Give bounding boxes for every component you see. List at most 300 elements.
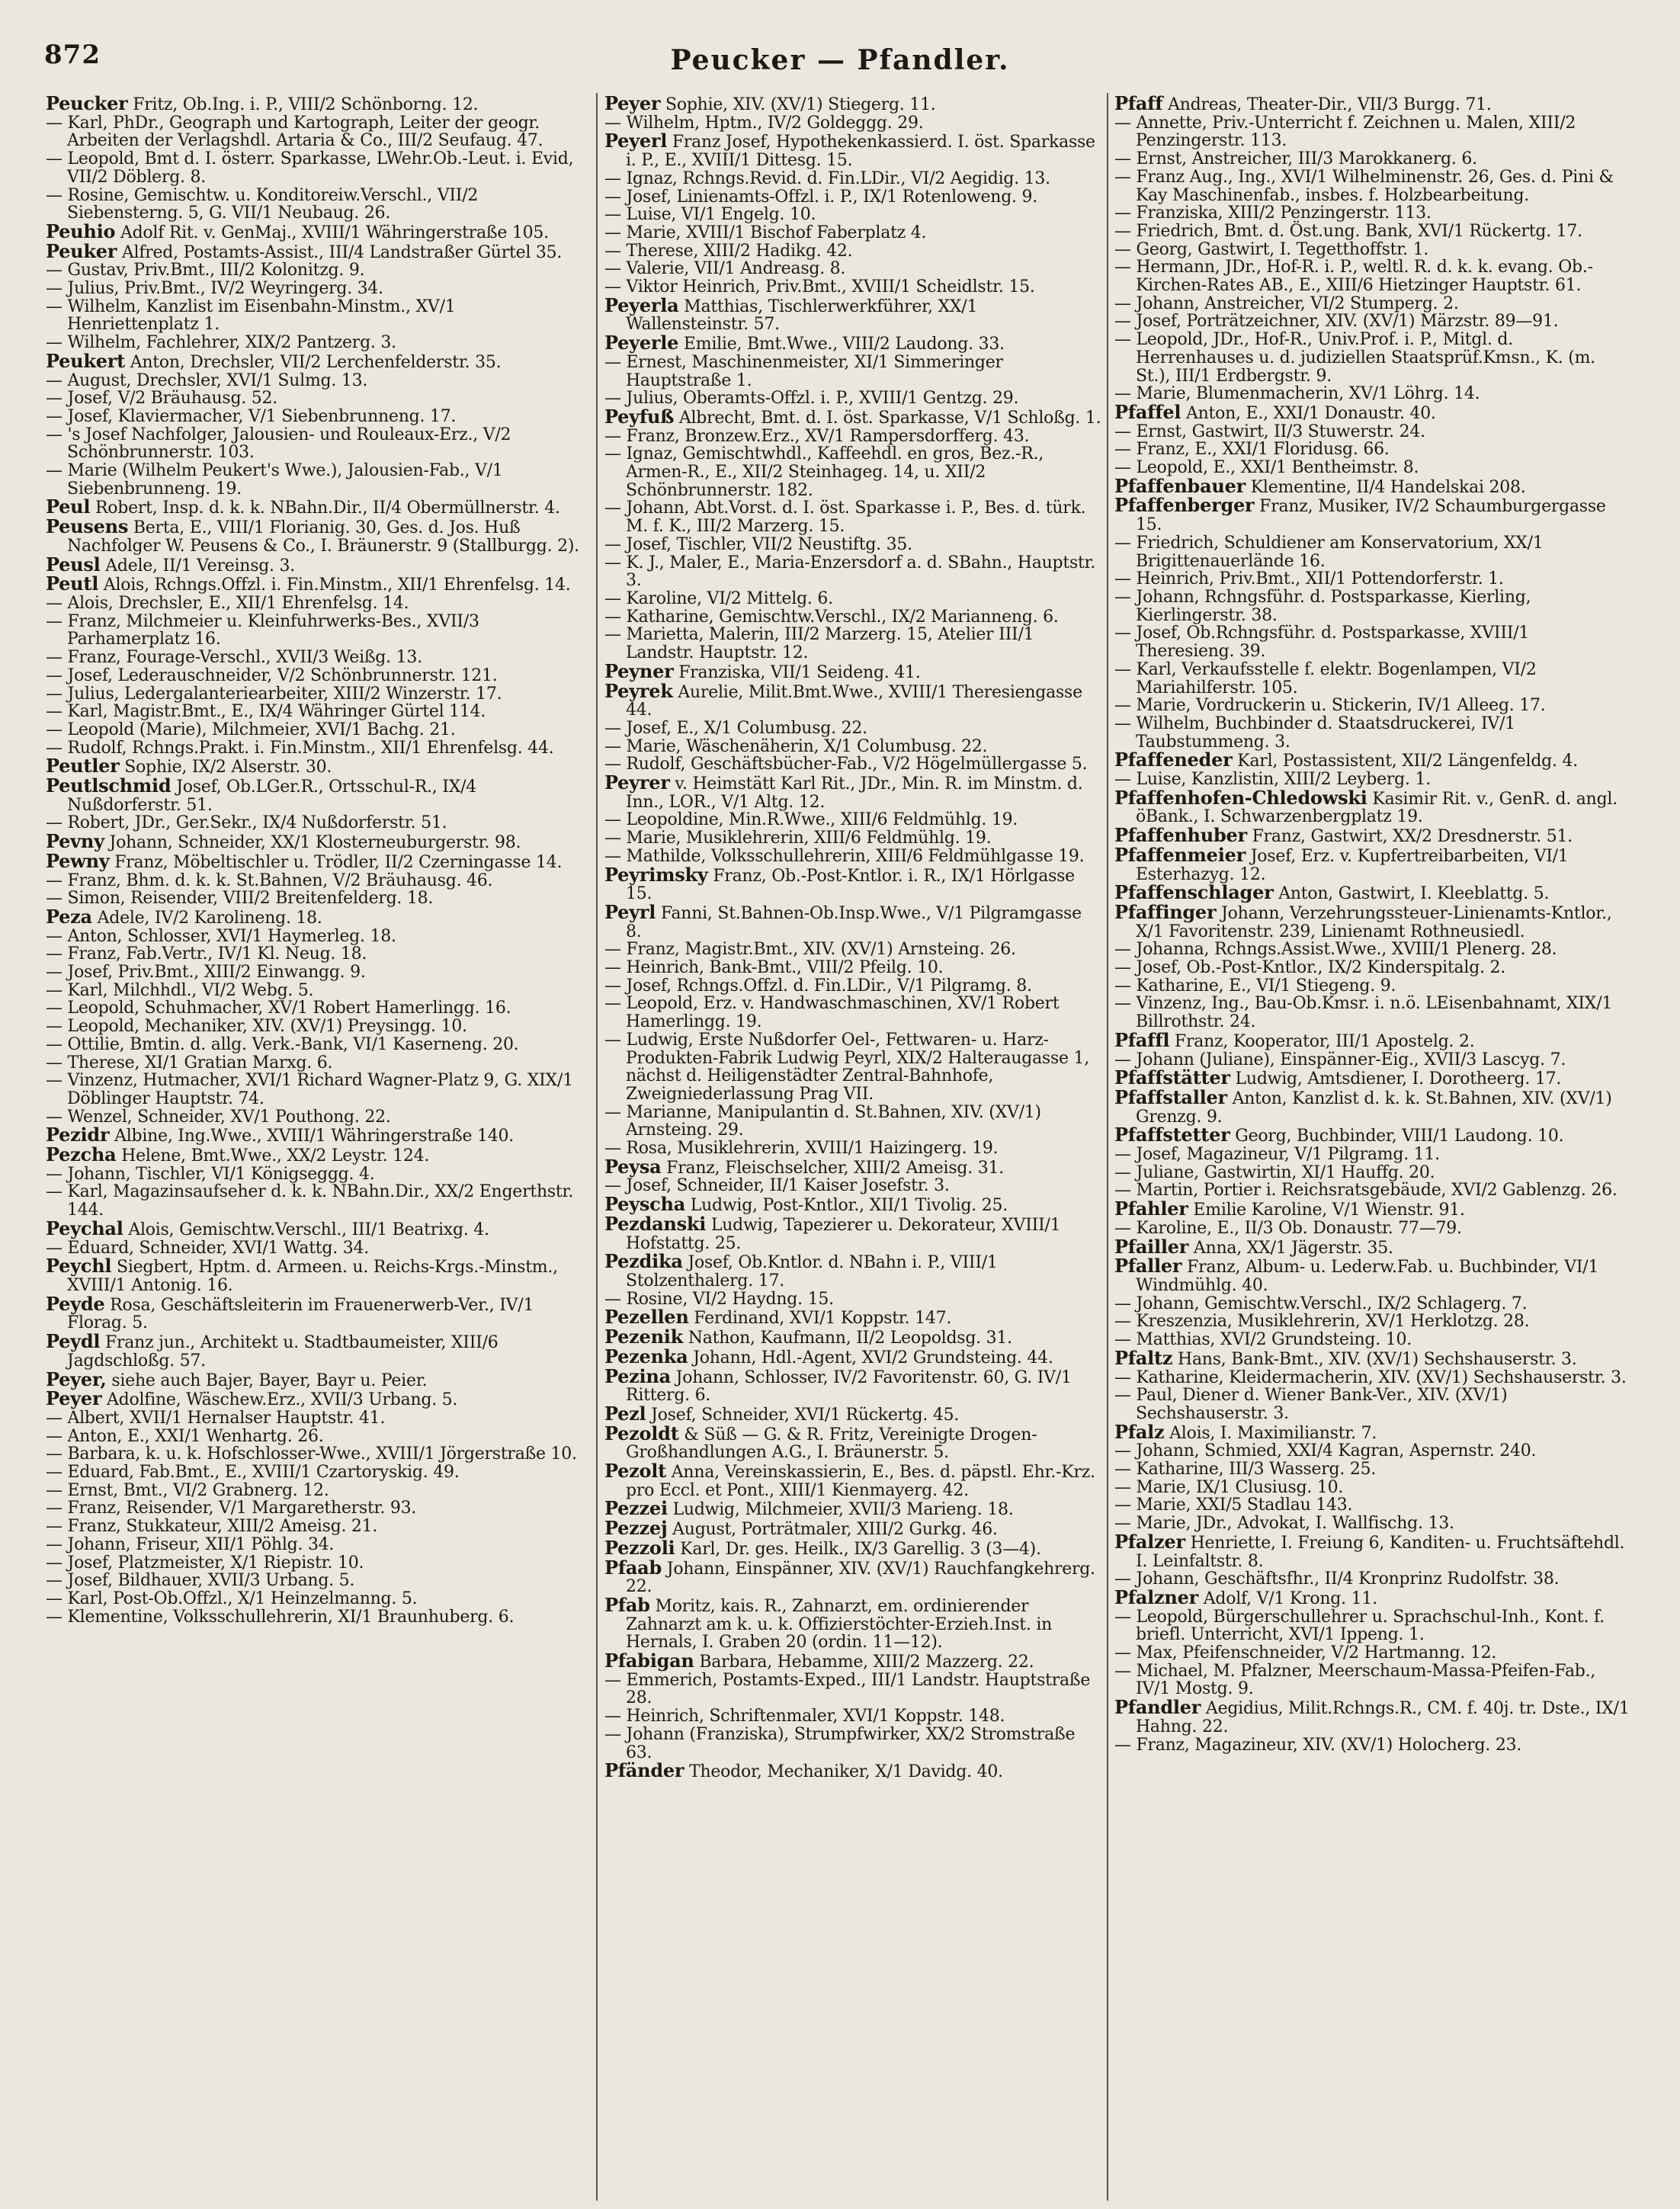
entry-details: Alfred, Postamts-Assist., III/4 Landstraßer Gürtel 35. bbox=[117, 242, 563, 262]
entry-details: Reisender, V/1 Margaretherstr. 93. bbox=[120, 1499, 417, 1518]
directory-entry bbox=[46, 1464, 591, 1482]
directory-entry bbox=[604, 608, 1101, 627]
directory-entry bbox=[1114, 1479, 1631, 1497]
directory-entry bbox=[1114, 751, 1631, 771]
directory-entry bbox=[604, 278, 1101, 297]
directory-entry bbox=[46, 1165, 591, 1184]
entry-details: Johann, Einspänner, XIV. (XV/1) Rauchfangkehrerg. 22. bbox=[626, 1559, 1095, 1597]
directory-entry bbox=[1114, 1662, 1631, 1698]
directory-entry bbox=[604, 1536, 1101, 1559]
directory-entry bbox=[604, 206, 1101, 224]
entry-details: Anton, Gastwirt, I. Kleeblattg. 5. bbox=[1273, 884, 1550, 904]
directory-entry bbox=[1114, 843, 1631, 884]
entry-name: Pfaffl bbox=[1114, 1028, 1170, 1051]
entry-name: — Rudolf, bbox=[604, 755, 686, 774]
directory-entry bbox=[604, 334, 1101, 354]
entry-details: JDr., Hof-R., Univ.Prof. i. P., Mitgl. d. Herrenhauses u. d. judiziellen Staatsprüf.Kmsn., K. (m. St.), III/1 Erdbergstr. 9. bbox=[1136, 330, 1595, 386]
entry-details: Klementine, II/4 Handelskai 208. bbox=[1245, 477, 1526, 497]
entry-name: — Franz, bbox=[46, 1517, 121, 1537]
entry-details: Ludwig, Amtsdiener, I. Dorotheerg. 17. bbox=[1230, 1069, 1562, 1089]
entry-name: Peyerle bbox=[604, 332, 679, 354]
directory-entry bbox=[1114, 1197, 1631, 1220]
directory-entry bbox=[46, 261, 591, 280]
entry-name: Peyner bbox=[604, 659, 674, 682]
directory-entry bbox=[604, 1707, 1101, 1726]
directory-entry bbox=[46, 739, 591, 758]
directory-entry bbox=[46, 1239, 591, 1258]
entry-details: Gastwirt, II/3 Stuwerstr. 24. bbox=[1186, 422, 1425, 441]
directory-entry bbox=[604, 1726, 1101, 1762]
entry-name: Pfaffinger bbox=[1114, 900, 1217, 923]
entry-name: Peyrimsky bbox=[604, 863, 708, 886]
directory-entry bbox=[46, 1499, 591, 1518]
entry-name: Pezolt bbox=[604, 1460, 667, 1483]
entry-name: — Therese, bbox=[46, 1053, 140, 1072]
entry-details: Schuhmacher, XV/1 Robert Hamerlingg. 16. bbox=[139, 999, 511, 1018]
entry-name: Peychl bbox=[46, 1255, 112, 1278]
entry-details: Anstreicher, III/3 Marokkanerg. 6. bbox=[1186, 149, 1477, 169]
directory-entry bbox=[604, 1422, 1101, 1463]
entry-name: Pezdanski bbox=[604, 1212, 707, 1235]
entry-name: Pezzoli bbox=[604, 1536, 675, 1559]
directory-entry bbox=[1114, 995, 1631, 1031]
entry-details: JDr., Hof-R. i. P., weltl. R. d. k. k. evang. Ob.-Kirchen-Rates AB., E., XIII/6 Hietzinger Hauptstr. 61. bbox=[1136, 258, 1593, 296]
entry-details: Josef, Erz. v. Kupfertreibarbeiten, VI/1 Esterhazyg. 12. bbox=[1136, 846, 1569, 884]
entry-name: Pfalzer bbox=[1114, 1530, 1185, 1553]
entry-details: Ing., XVI/1 Wilhelminenstr. 26, Ges. d. Pini & Kay Maschinenfab., insbes. f. Holzbearbeitung. bbox=[1136, 167, 1614, 205]
entry-name: Pevny bbox=[46, 830, 104, 853]
entry-details: Kanzlistin, XIII/2 Leyberg. 1. bbox=[1186, 770, 1431, 790]
entry-name: — Juliane, bbox=[1114, 1162, 1199, 1182]
directory-entry bbox=[1114, 441, 1631, 459]
entry-details: Adolf Rit. v. GenMaj., XVIII/1 Währingerstraße 105. bbox=[115, 223, 549, 242]
entry-details: Milchhdl., VI/2 Webg. 5. bbox=[107, 980, 314, 1000]
entry-name: — Anton, bbox=[46, 1426, 123, 1446]
directory-entry bbox=[46, 1482, 591, 1500]
column-rule bbox=[1107, 93, 1108, 2201]
entry-details: Fachlehrer, XIX/2 Pantzerg. 3. bbox=[140, 333, 396, 353]
entry-details: Blumenmacherin, XV/1 Löhrg. 14. bbox=[1191, 384, 1480, 404]
entry-details: Aegidius, Milit.Rchngs.R., CM. f. 40j. tr. Dste., IX/1 Hahng. 22. bbox=[1136, 1699, 1630, 1736]
directory-entry bbox=[46, 150, 591, 186]
directory-entry bbox=[46, 408, 591, 426]
entry-details: III/3 Wasserg. 25. bbox=[1223, 1460, 1377, 1480]
entry-details: Fourage-Verschl., XVII/3 Weißg. 13. bbox=[120, 648, 422, 668]
entry-details: Ludwig, Tapezierer u. Dekorateur, XVIII/1 Hofstattg. 25. bbox=[626, 1215, 1061, 1253]
entry-name: — Annette, bbox=[1114, 113, 1207, 133]
entry-name: — Emmerich, bbox=[604, 1670, 718, 1690]
directory-entry bbox=[46, 239, 591, 262]
directory-entry bbox=[46, 999, 591, 1018]
entry-details: Pfeifenschneider, V/2 Hartmanng. 12. bbox=[1177, 1643, 1497, 1663]
entry-details: Bhm. d. k. k. St.Bahnen, V/2 Bräuhausg. 46. bbox=[120, 870, 493, 890]
directory-entry bbox=[46, 553, 591, 575]
directory-entry bbox=[1114, 697, 1631, 715]
directory-entry bbox=[46, 1409, 591, 1428]
entry-name: — Johann, bbox=[1114, 1569, 1200, 1589]
entry-details: Franz jun., Architekt u. Stadtbaumeister, XIII/6 Jagdschloßg. 57. bbox=[67, 1333, 499, 1371]
entry-details: Magistr.Bmt., E., IX/4 Währinger Gürtel 114. bbox=[107, 702, 486, 722]
entry-details: VI/2 Mittelg. 6. bbox=[701, 588, 833, 608]
entry-name: — Wilhelm, bbox=[46, 297, 141, 316]
entry-details: Geschäftsbücher-Fab., V/2 Högelmüllergasse 5. bbox=[685, 755, 1088, 774]
entry-name: Peza bbox=[46, 905, 92, 928]
entry-details: Georg, Buchbinder, VIII/1 Laudong. 10. bbox=[1230, 1127, 1564, 1146]
entry-name: Pezzei bbox=[604, 1497, 668, 1520]
entry-name: — Marie, bbox=[604, 736, 681, 756]
entry-details: Priv.Bmt., IV/2 Weyringerg. 34. bbox=[119, 279, 383, 299]
entry-name: — Eduard, bbox=[46, 1238, 134, 1258]
entry-name: — Ernst, bbox=[1114, 422, 1187, 441]
entry-details: Priv.Bmt., III/2 Kolonitzg. 9. bbox=[128, 261, 365, 281]
entry-details: Sophie, XIV. (XV/1) Stiegerg. 11. bbox=[660, 95, 936, 114]
directory-entry bbox=[46, 1292, 591, 1333]
entry-name: — Johann, bbox=[1114, 293, 1200, 313]
directory-entry bbox=[46, 928, 591, 946]
entry-name: — Friedrich, bbox=[1114, 533, 1219, 553]
directory-entry bbox=[46, 905, 591, 928]
entry-name: — Josef, bbox=[1114, 1145, 1181, 1165]
directory-entry bbox=[46, 832, 591, 852]
directory-entry bbox=[1114, 1346, 1631, 1369]
directory-entry bbox=[46, 1126, 591, 1146]
entry-name: Pfaffstaller bbox=[1114, 1085, 1227, 1108]
directory-entry bbox=[1114, 258, 1631, 294]
directory-entry bbox=[46, 703, 591, 721]
entry-name: — Katharine, bbox=[1114, 1460, 1224, 1480]
directory-entry bbox=[1114, 661, 1631, 697]
entry-details: Rosa, Geschäftsleiterin im Frauenerwerb-Ver., IV/1 Florag. 5. bbox=[67, 1295, 534, 1333]
entry-name: — Julius, bbox=[46, 684, 120, 704]
entry-details: Gastwirt, I. Tegetthoffstr. 1. bbox=[1192, 239, 1429, 259]
directory-entry bbox=[604, 293, 1101, 335]
entry-details: E., VI/1 Stiegeng. 9. bbox=[1223, 976, 1396, 995]
entry-details: Fab.Bmt., E., XVIII/1 Czartoryskig. 49. bbox=[133, 1463, 460, 1483]
entry-details: Robert, Insp. d. k. k. NBahn.Dir., II/4 Obermüllnerstr. 4. bbox=[90, 499, 560, 518]
entry-name: Pfahler bbox=[1114, 1197, 1188, 1220]
directory-entry bbox=[46, 349, 591, 372]
entry-details: VI/1 Engelg. 10. bbox=[676, 205, 816, 225]
entry-name: Pezenka bbox=[604, 1345, 688, 1367]
entry-name: Peyerl bbox=[604, 130, 668, 152]
entry-name: — Paul, bbox=[1114, 1386, 1178, 1406]
directory-entry bbox=[1114, 313, 1631, 331]
entry-details: (Juliane), Einspänner-Eig., XVII/3 Lascyg. 7. bbox=[1194, 1050, 1566, 1069]
entry-name: — Josef, bbox=[1114, 624, 1181, 643]
entry-name: Peyrl bbox=[604, 900, 656, 923]
directory-entry bbox=[46, 963, 591, 982]
entry-name: Peyfuß bbox=[604, 405, 675, 428]
directory-entry bbox=[46, 1445, 591, 1464]
directory-entry bbox=[46, 462, 591, 498]
entry-details: Diener d. Wiener Bank-Ver., XIV. (XV/1) Sechshauserstr. 3. bbox=[1136, 1386, 1508, 1423]
entry-details: Nachfolger, Jalousien- und Rouleaux-Erz., V/2 Schönbrunnerstr. 103. bbox=[67, 425, 511, 463]
entry-details: E., X/1 Columbusg. 22. bbox=[671, 718, 867, 738]
directory-entry bbox=[604, 977, 1101, 995]
entry-details: Franz, Fleischselcher, XIII/2 Ameisg. 31. bbox=[661, 1158, 1004, 1178]
entry-details: Gemischtwhdl., Kaffeehdl. en gros, Bez.-R., Armen-R., E., XII/2 Steinhageg. 14, u. XII/2 Schönbrunnerstr. 182. bbox=[626, 444, 1044, 500]
entry-details: Rchngsführ. d. Postsparkasse, Kierling, Kierlingerstr. 38. bbox=[1136, 587, 1531, 625]
entry-name: Peydl bbox=[46, 1330, 101, 1353]
entry-name: — Julius, bbox=[46, 279, 120, 299]
column-rule bbox=[596, 93, 598, 2201]
entry-name: — Valerie, bbox=[604, 259, 690, 279]
directory-entry bbox=[604, 1364, 1101, 1406]
entry-details: E., II/3 Ob. Donaustr. 77—79. bbox=[1211, 1218, 1462, 1238]
directory-entry bbox=[1114, 295, 1631, 313]
entry-name: — Josef, bbox=[46, 963, 113, 983]
entry-details: Anton, Kanzlist d. k. k. St.Bahnen, XIV. (XV/1) Grenzg. 9. bbox=[1136, 1088, 1612, 1127]
directory-entry bbox=[604, 499, 1101, 535]
entry-name: — Karoline, bbox=[1114, 1218, 1212, 1238]
entry-details: Kasimir Rit. v., GenR. d. angl. öBank., I. Schwarzenbergplatz 19. bbox=[1136, 789, 1617, 827]
directory-entry bbox=[1114, 385, 1631, 403]
directory-entry bbox=[1114, 624, 1631, 660]
directory-entry bbox=[1114, 1608, 1631, 1644]
entry-name: Pezcha bbox=[46, 1143, 117, 1166]
entry-details: Magazineur, V/1 Pilgramg. 11. bbox=[1181, 1145, 1440, 1165]
directory-entry bbox=[46, 1367, 591, 1390]
entry-name: Pfaltz bbox=[1114, 1346, 1173, 1369]
entry-details: Berta, E., VIII/1 Florianig. 30, Ges. d. Jos. Huß Nachfolger W. Peusens & Co., I. Bräunerstr. 9 (Stallburgg. 2). bbox=[67, 518, 579, 556]
entry-name: Peyer bbox=[46, 1387, 102, 1410]
directory-entry bbox=[46, 721, 591, 739]
entry-name: — Franz, bbox=[46, 944, 121, 964]
entry-details: Franz, Musiker, IV/2 Schaumburgergasse 15. bbox=[1136, 497, 1606, 535]
directory-entry bbox=[1114, 1295, 1631, 1313]
entry-name: — Wilhelm, bbox=[46, 333, 141, 353]
entry-details: Bmt d. I. österr. Sparkasse, LWehr.Ob.-Leut. i. Evid, VII/2 Döblerg. 8. bbox=[67, 149, 574, 187]
entry-name: Peul bbox=[46, 495, 91, 518]
directory-entry bbox=[1114, 1126, 1631, 1146]
directory-entry bbox=[46, 1590, 591, 1608]
entry-details: Anton, Drechsler, VII/2 Lerchenfelderstr. 35. bbox=[125, 352, 502, 372]
entry-details: Erste Nußdorfer Oel-, Fettwaren- u. Harz-Produkten-Fabrik Ludwig Peyrl, XIX/2 Halteraugasse 1, nächst d. Heiligenstädter Zentral-Bahnhofe, Zweigniederlassung Prag VII. bbox=[626, 1030, 1090, 1104]
entry-details: Gemischtw.Verschl., IX/2 Schlagerg. 7. bbox=[1199, 1294, 1528, 1313]
entry-details: Franziska, VII/1 Seideng. 41. bbox=[673, 662, 921, 682]
entry-details: Reisender, VIII/2 Breitenfelderg. 18. bbox=[125, 889, 434, 909]
entry-name: — Franz, bbox=[46, 648, 121, 668]
entry-name: Peyscha bbox=[604, 1193, 685, 1216]
entry-name: — Josef, bbox=[46, 665, 113, 685]
entry-details: Adele, II/1 Vereinsg. 3. bbox=[100, 556, 296, 575]
directory-entry bbox=[1114, 1420, 1631, 1443]
entry-details: Franz, Gastwirt, XX/2 Dresdnerstr. 51. bbox=[1246, 827, 1573, 847]
entry-name: — Karl, bbox=[46, 1182, 108, 1202]
entry-name: — Julius, bbox=[604, 389, 678, 409]
entry-details: Musiklehrerin, XVIII/1 Haizingerg. 19. bbox=[672, 1139, 999, 1159]
entry-name: — Josef, bbox=[46, 406, 113, 426]
entry-details: Franz, Kooperator, III/1 Apostelg. 2. bbox=[1169, 1031, 1475, 1051]
entry-name: Pfaffenbauer bbox=[1114, 474, 1246, 497]
entry-name: — Karoline, bbox=[604, 588, 702, 608]
directory-entry bbox=[1114, 534, 1631, 570]
directory-entry bbox=[1114, 95, 1631, 114]
directory-entry bbox=[46, 426, 591, 462]
entry-name: — Mathilde, bbox=[604, 846, 707, 866]
directory-entry bbox=[1114, 1235, 1631, 1258]
directory-entry bbox=[46, 667, 591, 685]
entry-name: — Kreszenzia, bbox=[1114, 1312, 1233, 1332]
entry-name: Pezdika bbox=[604, 1250, 683, 1273]
entry-details: Johann, Hdl.-Agent, XVI/2 Grundsteing. 44. bbox=[688, 1348, 1053, 1367]
entry-name: — Marie, bbox=[1114, 696, 1191, 716]
running-head: Peucker — Pfandler. bbox=[670, 44, 1010, 76]
directory-entry bbox=[604, 995, 1101, 1031]
directory-entry bbox=[1114, 1313, 1631, 1331]
directory-entry bbox=[1114, 168, 1631, 204]
directory-entry bbox=[46, 1018, 591, 1036]
entry-name: — Friedrich, bbox=[1114, 221, 1219, 241]
directory-entry bbox=[1114, 1460, 1631, 1479]
entry-name: — K. J., bbox=[604, 553, 665, 572]
directory-entry bbox=[604, 445, 1101, 499]
entry-name: Peyrer bbox=[604, 771, 670, 794]
directory-entry bbox=[604, 1104, 1101, 1140]
entry-name: — Franz, bbox=[604, 426, 680, 446]
entry-details: Klaviermacher, V/1 Siebenbrunneng. 17. bbox=[112, 406, 457, 426]
directory-entry bbox=[46, 572, 591, 595]
directory-entry bbox=[46, 1518, 591, 1536]
entry-details: V/2 Bräuhausg. 52. bbox=[112, 389, 278, 409]
entry-name: Peuhio bbox=[46, 220, 116, 242]
entry-details: XIII/2 Penzingerstr. 113. bbox=[1223, 204, 1432, 223]
directory-entry bbox=[604, 1252, 1101, 1290]
entry-details: Oberamts-Offzl. i. P., XVIII/1 Gentzg. 29. bbox=[678, 389, 1019, 409]
entry-name: Peukert bbox=[46, 349, 125, 372]
entry-name: — Leopold, bbox=[604, 994, 698, 1014]
entry-details: Anstreicher, VI/2 Stumperg. 2. bbox=[1199, 293, 1459, 313]
entry-details: Schneider, II/1 Kaiser Josefstr. 3. bbox=[671, 1176, 950, 1196]
entry-details: E., XXI/1 Bentheimstr. 8. bbox=[1207, 458, 1419, 478]
entry-details: Schuldiener am Konservatorium, XX/1 Brigittenauerlände 16. bbox=[1136, 533, 1544, 571]
entry-name: — Josef, bbox=[604, 976, 672, 995]
entry-name: — Leopoldine, bbox=[604, 810, 724, 830]
entry-name: — Josef, bbox=[1114, 312, 1181, 332]
entry-name: — Josef, bbox=[46, 1553, 113, 1573]
entry-name: Pewny bbox=[46, 849, 110, 872]
directory-entry bbox=[1114, 900, 1631, 941]
entry-details: Karl, Dr. ges. Heilk., IX/3 Garellig. 3 (3—4). bbox=[675, 1539, 1041, 1559]
entry-details: Johann, Schneider, XX/1 Klosterneuburgerstr. 98. bbox=[104, 833, 521, 853]
entry-name: — Marietta, bbox=[604, 625, 704, 645]
directory-entry bbox=[1114, 977, 1631, 995]
entry-details: Schneider, XV/1 Pouthong. 22. bbox=[132, 1107, 391, 1127]
entry-details: Volksschullehrerin, XIII/6 Feldmühlgasse 19. bbox=[706, 846, 1085, 866]
directory-entry bbox=[604, 755, 1101, 774]
entry-details: Theodor, Mechaniker, X/1 Davidg. 40. bbox=[684, 1762, 1003, 1782]
entry-details: Wäschenäherin, X/1 Columbusg. 22. bbox=[681, 736, 988, 756]
entry-name: — Franziska, bbox=[1114, 204, 1223, 223]
entry-details: Anton, E., XXI/1 Donaustr. 40. bbox=[1181, 403, 1436, 423]
entry-details: Malerin, III/2 Marzerg. 15, Atelier III/1 Landstr. Hauptstr. 12. bbox=[626, 625, 1034, 663]
directory-entry bbox=[604, 536, 1101, 554]
entry-name: — Simon, bbox=[46, 889, 126, 909]
directory-entry bbox=[604, 1593, 1101, 1653]
entry-name: — Vinzenz, bbox=[1114, 994, 1207, 1014]
directory-entry bbox=[604, 260, 1101, 278]
entry-name: Pezzej bbox=[604, 1517, 668, 1540]
directory-entry bbox=[1114, 588, 1631, 624]
entry-details: Ing., Bau-Ob.Kmsr. i. n.ö. LEisenbahnamt, XIX/1 Billrothstr. 24. bbox=[1136, 994, 1613, 1032]
directory-entry bbox=[1114, 959, 1631, 977]
directory-entry bbox=[604, 659, 1101, 682]
entry-details: Schneider, XVI/1 Wattg. 34. bbox=[133, 1238, 369, 1258]
entry-details: Post-Ob.Offzl., X/1 Heinzelmanng. 5. bbox=[107, 1589, 418, 1608]
directory-entry bbox=[604, 1140, 1101, 1158]
entry-name: — Marie, bbox=[604, 223, 681, 242]
entry-details: Maschinenmeister, XI/1 Simmeringer Hauptstraße 1. bbox=[626, 352, 1003, 390]
entry-details: Magistr.Bmt., XIV. (XV/1) Arnsteing. 26. bbox=[679, 940, 1016, 960]
entry-details: Heinrich, Priv.Bmt., XVIII/1 Scheidlstr. 15. bbox=[677, 277, 1035, 297]
directory-entry bbox=[1114, 1369, 1631, 1387]
entry-name: Pfaab bbox=[604, 1556, 662, 1579]
entry-name: Pfaffstetter bbox=[1114, 1124, 1230, 1146]
directory-entry bbox=[46, 298, 591, 334]
entry-name: — Johann, bbox=[604, 499, 690, 518]
entry-name: — Franz, bbox=[1114, 440, 1190, 460]
entry-details: Josef, Ob.LGer.R., Ortsschul-R., IX/4 Nußdorferstr. 51. bbox=[67, 777, 477, 815]
directory-entry bbox=[1114, 204, 1631, 223]
entry-name: Peyer bbox=[604, 95, 661, 114]
entry-name: — Karl, bbox=[1114, 659, 1177, 679]
entry-name: — Leopold, bbox=[1114, 458, 1208, 478]
entry-name: — Ignaz, bbox=[604, 168, 678, 188]
entry-details: Sophie, IX/2 Alserstr. 30. bbox=[119, 758, 332, 777]
directory-entry bbox=[46, 390, 591, 408]
entry-details: Min.R.Wwe., XIII/6 Feldmühlg. 19. bbox=[723, 810, 1018, 830]
entry-name: Peutlschmid bbox=[46, 774, 172, 797]
entry-details: (Franziska), Strumpfwirker, XX/2 Stromstraße 63. bbox=[626, 1724, 1076, 1762]
entry-name: — Georg, bbox=[1114, 239, 1193, 259]
entry-details: Fanni, St.Bahnen-Ob.Insp.Wwe., V/1 Pilgramgasse 8. bbox=[626, 903, 1082, 941]
entry-name: — Johann, bbox=[1114, 587, 1200, 607]
directory-entry bbox=[46, 945, 591, 963]
entry-name: Pfaffenschlager bbox=[1114, 881, 1274, 904]
entry-details: Schmied, XXI/4 Kagran, Aspernstr. 240. bbox=[1199, 1441, 1537, 1461]
entry-name: — Ignaz, bbox=[604, 444, 678, 464]
entry-name: — Karl, bbox=[46, 1589, 108, 1608]
entry-details: Franz, Möbeltischler u. Trödler, II/2 Czerningasse 14. bbox=[109, 852, 563, 872]
entry-name: — Rosine, bbox=[46, 185, 130, 205]
entry-details: Moritz, kais. R., Zahnarzt, em. ordinierender Zahnarzt am k. u. k. Offizierstöchter-Erzieh.Inst. in Hernals, I. Graben 20 (ordin. 11—12). bbox=[626, 1596, 1053, 1653]
directory-entry bbox=[604, 1212, 1101, 1253]
entry-details: Priv.Bmt., XIII/2 Einwangg. 9. bbox=[112, 963, 366, 983]
entry-details: Stukkateur, XIII/2 Ameisg. 21. bbox=[120, 1517, 378, 1537]
entry-name: — Marie, bbox=[1114, 1514, 1191, 1534]
entry-details: Postamts-Exped., III/1 Landstr. Hauptstraße 28. bbox=[626, 1670, 1091, 1708]
directory-entry bbox=[1114, 715, 1631, 751]
entry-name: — Franz, bbox=[46, 611, 121, 631]
entry-name: — Marie bbox=[46, 461, 117, 481]
entry-details: Henriette, I. Freiung 6, Kanditen- u. Fruchtsäftehdl. I. Leinfaltstr. 8. bbox=[1136, 1533, 1625, 1571]
entry-name: — Johann, bbox=[46, 1534, 131, 1554]
entry-details: JDr., Advokat, I. Wallfischg. 13. bbox=[1191, 1514, 1454, 1534]
directory-entry bbox=[1114, 1028, 1631, 1051]
entry-details: VII/1 Andreasg. 8. bbox=[689, 259, 846, 279]
directory-entry bbox=[46, 372, 591, 390]
entry-details: (Wilhelm Peukert's Wwe.), Jalousien-Fab., V/1 Siebenbrunneng. 19. bbox=[67, 461, 503, 499]
directory-entry bbox=[604, 590, 1101, 608]
entry-name: Peyer, bbox=[46, 1367, 107, 1390]
entry-name: Pfänder bbox=[604, 1759, 685, 1782]
entry-name: — Karl, bbox=[46, 702, 108, 722]
entry-details: Drechsler, XVI/1 Sulmg. 13. bbox=[131, 370, 368, 390]
entry-name: — Leopold bbox=[46, 720, 135, 739]
entry-name: Peutler bbox=[46, 755, 120, 777]
entry-details: Alois, I. Maximilianstr. 7. bbox=[1164, 1423, 1377, 1443]
entry-details: Kleidermacherin, XIV. (XV/1) Sechshauserstr. 3. bbox=[1223, 1367, 1627, 1387]
